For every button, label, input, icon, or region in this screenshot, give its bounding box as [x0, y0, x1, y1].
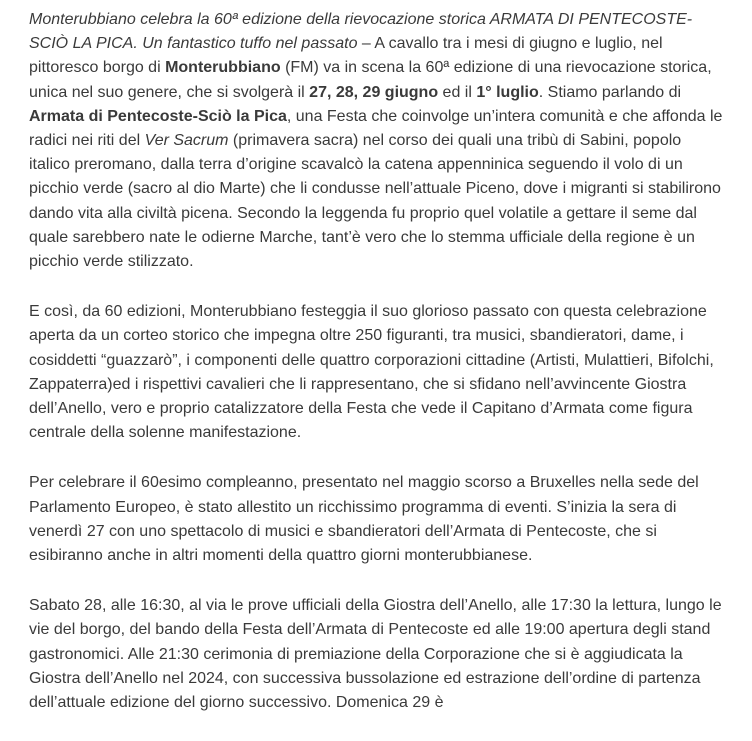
- paragraph-2: E così, da 60 edizioni, Monterubbiano festeggia il suo glorioso passato con questa celebrazione aperta da un corteo storico che impegna oltre 250 figuranti, tra musici, sbandieratori, dame, i cosiddetti “guazzarò”, i componenti delle quattro corporazioni cittadine (Artisti, Mulattieri, Bifolchi, Zappaterra)ed i rispettivi cavalieri che li rappresentano, che si sfidano nell’avvincente Giostra dell’Anello, vero e proprio catalizzatore della Festa che vede il Capitano d’Armata come figura centrale della solenne manifestazione.: [29, 303, 714, 442]
- event-date-july: 1° luglio: [476, 83, 539, 101]
- ver-sacrum-term: Ver Sacrum: [144, 132, 229, 150]
- intro-headline: Monterubbiano celebra la 60ª edizione della rievocazione storica ARMATA DI PENTECOSTE-SCIÒ LA PICA. Un fantastico tuffo nel passato: [29, 11, 693, 53]
- event-name: Armata di Pentecoste-Sciò la Pica: [29, 107, 287, 125]
- text-run: ed il: [438, 83, 477, 101]
- event-dates: 27, 28, 29 giugno: [309, 83, 439, 101]
- text-run: . Stiamo parlando di: [538, 83, 682, 101]
- paragraph-4: Sabato 28, alle 16:30, al via le prove ufficiali della Giostra dell’Anello, alle 17:30 la lettura, lungo le vie del borgo, del bando della Festa dell’Armata di Pentecoste ed alle 19:00 apertura degli stand gastronomici. Alle 21:30 cerimonia di premiazione della Corporazione che si è aggiudicata la Giostra dell’Anello nel 2024, con successiva bussolazione ed estrazione dell’ordine di partenza dell’attuale edizione del giorno successivo. Domenica 29 è: [29, 597, 722, 712]
- article-body: [29, 8, 725, 741]
- paragraph-intro: [29, 8, 725, 274]
- text-run: (FM) va in scena la 60ª edizione di una rievocazione storica, unica nel suo genere, che si svolgerà il: [29, 59, 712, 101]
- text-run: (primavera sacra) nel corso dei quali una tribù di Sabini, popolo italico preromano, dalla terra d’origine scavalcò la catena appenninica seguendo il volo di un picchio verde (sacro al dio Marte) che li condusse nell’attuale Piceno, dove i migranti si stabilirono dando vita alla civiltà picena. Secondo la leggenda fu proprio quel volatile a gettare il seme dal quale sarebbero nate le odierne Marche, tant’è vero che lo stemma ufficiale della regione è un picchio verde stilizzato.: [29, 132, 721, 271]
- paragraph-3: Per celebrare il 60esimo compleanno, presentato nel maggio scorso a Bruxelles nella sede del Parlamento Europeo, è stato allestito un ricchissimo programma di eventi. S’inizia la sera di venerdì 27 con uno spettacolo di musici e sbandieratori dell’Armata di Pentecoste, che si esibiranno anche in altri momenti della quattro giorni monterubbianese.: [29, 474, 699, 565]
- place-name: Monterubbiano: [165, 59, 281, 77]
- text-run: , una Festa che coinvolge un’intera comunità e che affonda le radici nei riti del: [29, 107, 723, 150]
- text-run: – A cavallo tra i mesi di giugno e luglio, nel pittoresco borgo di: [29, 35, 663, 77]
